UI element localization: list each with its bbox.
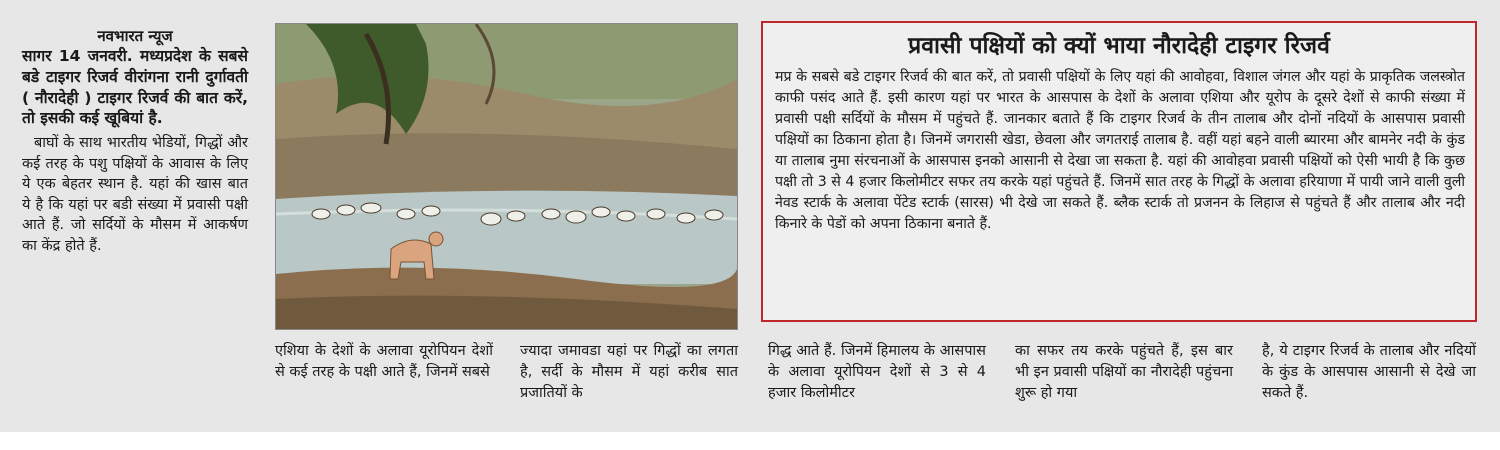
bottom-column-3 [768, 341, 986, 404]
column-text: एशिया के देशों के अलावा यूरोपियन देशों से कई तरह के पक्षी आते हैं, जिनमें सबसे [275, 343, 493, 380]
byline: नवभारत न्यूज [97, 27, 173, 45]
column-text: ज्यादा जमावडा यहां पर गिद्धों का लगता है, सर्दी के मौसम में यहां करीब सात प्रजातियों के [520, 343, 738, 401]
left-body-paragraph: बाघों के साथ भारतीय भेडियों, गिद्धों और कई तरह के पशु पक्षियों के आवास के लिए ये एक बेहतर स्थान है. यहां की खास बात ये है कि यहां पर बडी संख्या में प्रवासी पक्षी आते हैं. जो सर्दियों के मौसम में आकर्षण का केंद्र होते हैं. [22, 135, 248, 254]
box-body: मप्र के सबसे बडे टाइगर रिजर्व की बात करें, तो प्रवासी पक्षियों के लिए यहां की आवोहवा, विशाल जंगल और यहां के प्राकृतिक जलस्त्रोत काफी पसंद आते हैं. इसी कारण यहां पर भारत के आसपास के देशों के अलावा एशिया और यूरोप के दूसरे देशों से काफी संख्या में प्रवासी पक्षी सर्दियों के मौसम में पहुंचते हैं. जानकार बताते हैं कि टाइगर रिजर्व के तीन तालाब और दोनों नदियों के आसपास प्रवासी पक्षियों का ठिकाना होता है। जिनमें जगरासी खेडा, छेवला और जगतराई तालाब है. वहीं यहां बहने वाली ब्यारमा और बामनेर नदी के कुंड या तालाब नुमा संरचनाओं के आसपास इनको आसानी से देखा जा सकता है. यहां की आवोहवा प्रवासी पक्षियों को ऐसी भायी है कि कुछ पक्षी तो 3 से 4 हजार किलोमीटर सफर तय करके यहां पहुंचते हैं. जिनमें सात तरह के गिद्धों के अलावा हरियाणा में पायी जाने वाली वुली नेवड स्टार्क के अलावा पेंटेड स्टार्क (सारस) भी देखे जा सकते हैं. ब्लैक स्टार्क तो प्रजनन के लिहाज से पहुंचते हैं और तालाब और नदी किनारे के पेडों को अपना ठिकाना बनाते हैं. [775, 69, 1465, 232]
page-margin [0, 432, 1500, 450]
lead-paragraph: सागर 14 जनवरी. मध्यप्रदेश के सबसे बडे टाइगर रिजर्व वीरांगना रानी दुर्गावती ( नौरादेही ) टाइगर रिजर्व की बात करें, तो इसकी कई खूबियां है. [22, 47, 248, 128]
wetland-birds-photo [275, 23, 738, 330]
bottom-column-1 [275, 341, 493, 383]
boxed-story [761, 21, 1477, 322]
bottom-column-2 [520, 341, 738, 404]
box-title: प्रवासी पक्षियों को क्यों भाया नौरादेही टाइगर रिजर्व [908, 33, 1330, 59]
column-text: गिद्ध आते हैं. जिनमें हिमालय के आसपास के अलावा यूरोपियन देशों से 3 से 4 हजार किलोमीटर [768, 343, 986, 401]
bottom-column-4 [1015, 341, 1233, 404]
column-text: है, ये टाइगर रिजर्व के तालाब और नदियों के कुंड के आसपास आसानी से देखे जा सकते हैं. [1262, 343, 1476, 401]
bottom-column-5 [1262, 341, 1476, 404]
left-column [22, 26, 248, 256]
column-text: का सफर तय करके पहुंचते हैं, इस बार भी इन प्रवासी पक्षियों का नौरादेही पहुंचना शुरू हो गया [1015, 343, 1233, 401]
